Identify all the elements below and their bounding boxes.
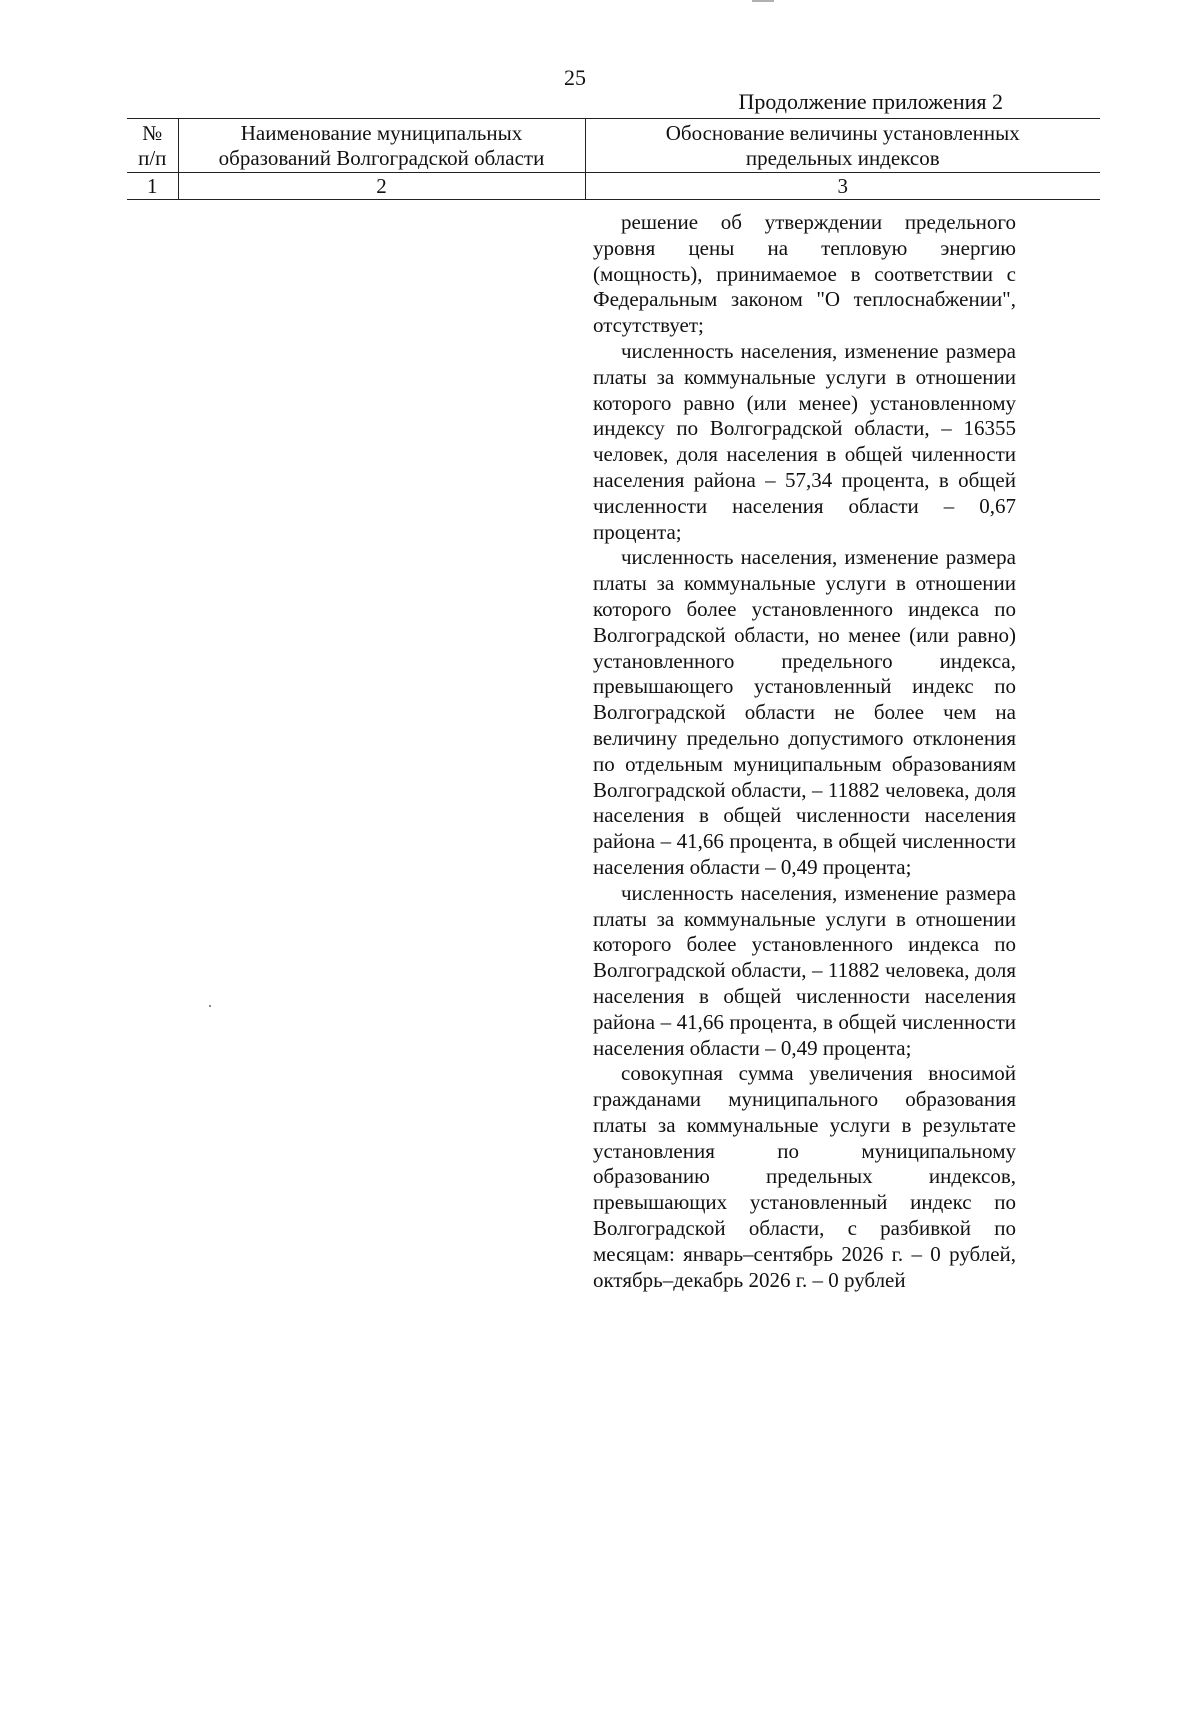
column-number-cell: 1 [127, 173, 178, 200]
header-cell-line: № [142, 120, 163, 145]
header-cell-line: Наименование муниципальных [240, 120, 523, 145]
paragraph: численность населения, изменение размера платы за коммунальные услуги в отношении которого более установленного индекса по Волгоградской области, но менее (или равно) установленного предельного индекса, превышающего установленный индекс по Волгоградской области не более чем на величину предельно допустимого отклонения по отдельным муниципальным образованиям Волгоградской области, – 11882 человека, доля населения в общей численности населения района – 41,66 процента, в общей численности населения области – 0,49 процента; [593, 545, 1016, 879]
appendix-table-header [127, 118, 1100, 200]
continuation-label: Продолжение приложения 2 [738, 89, 1003, 114]
page-number: 25 [564, 65, 586, 90]
header-cell-line: образований Волгоградской области [218, 145, 545, 170]
header-cell-municipality [178, 119, 585, 173]
column-number-cell: 3 [585, 173, 1100, 200]
header-cell-line: п/п [138, 145, 167, 170]
column-number-row [127, 173, 1100, 200]
paragraph: решение об утверждении предельного уровня цены на тепловую энергию (мощность), принимаемое в соответствии с Федеральным законом "О теплоснабжении", отсутствует; [593, 210, 1016, 338]
header-cell-line: предельных индексов [745, 145, 940, 170]
table-header-row [127, 119, 1100, 173]
scan-artifact [752, 0, 774, 2]
header-cell-justification [585, 119, 1100, 173]
paragraph: совокупная сумма увеличения вносимой гражданами муниципального образования платы за коммунальные услуги в результате установления по муниципальному образованию предельных индексов, превышающих установленный индекс по Волгоградской области, с разбивкой по месяцам: январь–сентябрь 2026 г. – 0 рублей, октябрь–декабрь 2026 г. – 0 рублей [593, 1061, 1016, 1292]
paragraph: численность населения, изменение размера платы за коммунальные услуги в отношении которого более установленного индекса по Волгоградской области, – 11882 человека, доля населения в общей численности населения района – 41,66 процента, в общей численности населения области – 0,49 процента; [593, 880, 1016, 1060]
header-cell-number [127, 119, 178, 173]
justification-text [593, 210, 1016, 1293]
scan-speck [209, 1005, 211, 1007]
column-number-cell: 2 [178, 173, 585, 200]
paragraph: численность населения, изменение размера платы за коммунальные услуги в отношении которого равно (или менее) установленному индексу по Волгоградской области, – 16355 человек, доля населения в общей чиленности населения района – 57,34 процента, в общей численности населения области – 0,67 процента; [593, 338, 1016, 544]
header-cell-line: Обоснование величины установленных [665, 120, 1020, 145]
